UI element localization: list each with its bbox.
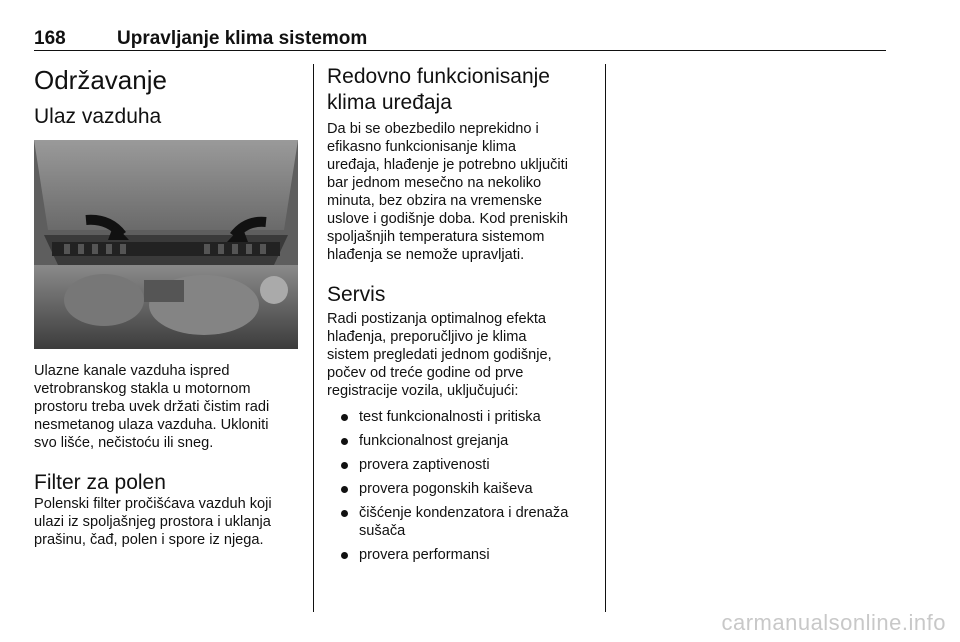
regular-operation-line: bar jednom mesečno na nekoliko <box>327 175 542 191</box>
air-intake-text-block <box>34 362 302 549</box>
regular-operation-line: Da bi se obezbedilo neprekidno i <box>327 121 539 137</box>
servis-line: registracije vozila, uključujući: <box>327 383 519 399</box>
servis-heading: Servis <box>327 283 386 306</box>
bullet-dot-icon <box>341 510 348 517</box>
list-item-text: provera pogonskih kaiševa <box>359 481 533 497</box>
list-item-text: funkcionalnost grejanja <box>359 433 509 449</box>
regular-operation-line: minuta, bez obzira na vremenske <box>327 193 542 209</box>
servis-line: počev od treće godine od prve <box>327 365 524 381</box>
page-number: 168 <box>34 28 66 49</box>
running-title: Upravljanje klima sistemom <box>117 28 368 49</box>
column-divider-1 <box>313 64 314 612</box>
main-heading: Održavanje <box>34 65 167 95</box>
list-item <box>327 504 595 540</box>
list-item <box>327 456 595 474</box>
bullet-dot-icon <box>341 552 348 559</box>
servis-line: sistem pregledati jednom godišnje, <box>327 347 552 363</box>
servis-line: Radi postizanja optimalnog efekta <box>327 311 547 327</box>
list-item <box>327 480 595 498</box>
column-divider-2 <box>605 64 606 612</box>
bullet-dot-icon <box>341 414 348 421</box>
list-item <box>327 432 595 450</box>
air-intake-line: svo lišće, nečistoću ili sneg. <box>34 435 214 451</box>
engine-bay-photo <box>34 140 298 349</box>
list-item <box>327 546 595 564</box>
section-heading-air-intake: Ulaz vazduha <box>34 105 162 128</box>
regular-operation-heading-line2: klima uređaja <box>327 91 452 114</box>
pollen-filter-line: prašinu, čađ, polen i spore iz njega. <box>34 532 264 548</box>
header-rule <box>34 50 886 51</box>
bullet-dot-icon <box>341 438 348 445</box>
pollen-filter-line: Polenski filter pročišćava vazduh koji <box>34 496 272 512</box>
middle-column <box>327 64 595 570</box>
watermark: carmanualsonline.info <box>721 610 946 635</box>
regular-operation-line: uslove i godišnje doba. Kod preniskih <box>327 211 568 227</box>
left-column <box>34 64 302 130</box>
engine-bay-illustration <box>34 140 298 349</box>
bullet-dot-icon <box>341 486 348 493</box>
pollen-filter-line: ulazi iz spoljašnjeg prostora i uklanja <box>34 514 271 530</box>
regular-operation-line: efikasno funkcionisanje klima <box>327 139 517 155</box>
service-checklist <box>327 408 595 564</box>
regular-operation-line: spoljašnjih temperatura sistemom <box>327 229 545 245</box>
list-item-text: čišćenje kondenzatora i drenaža sušača <box>359 505 569 539</box>
regular-operation-heading-line1: Redovno funkcionisanje <box>327 65 550 88</box>
list-item-text: provera zaptivenosti <box>359 457 490 473</box>
list-item-text: test funkcionalnosti i pritiska <box>359 409 541 425</box>
regular-operation-line: hlađenja se nemože upravljati. <box>327 247 525 263</box>
air-intake-line: Ulazne kanale vazduha ispred <box>34 363 230 379</box>
air-intake-line: vetrobranskog stakla u motornom <box>34 381 251 397</box>
air-intake-line: nesmetanog ulaza vazduha. Ukloniti <box>34 417 269 433</box>
regular-operation-line: uređaja, hlađenje je potrebno uključiti <box>327 157 568 173</box>
bullet-dot-icon <box>341 462 348 469</box>
list-item-text: provera performansi <box>359 547 490 563</box>
air-intake-line: prostoru treba uvek držati čistim radi <box>34 399 270 415</box>
section-heading-pollen-filter: Filter za polen <box>34 471 166 494</box>
servis-line: hlađenja, preporučljivo je klima <box>327 329 527 345</box>
list-item <box>327 408 595 426</box>
